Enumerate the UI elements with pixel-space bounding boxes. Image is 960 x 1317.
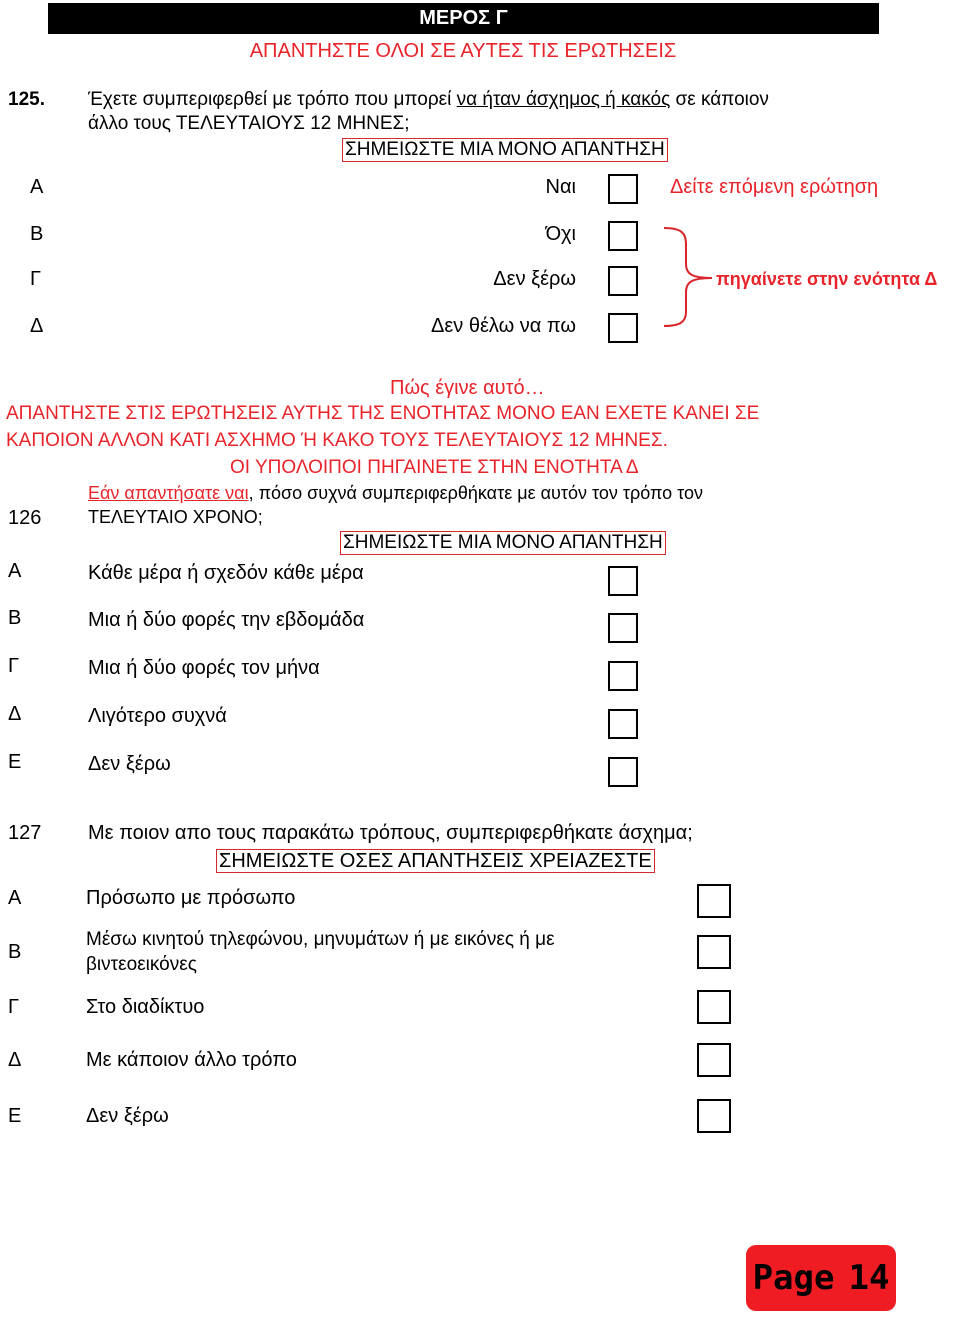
q126-option-label-a: Κάθε μέρα ή σχεδόν κάθε μέρα xyxy=(88,562,364,584)
section-how-line3: ΟΙ ΥΠΟΛΟΙΠΟΙ ΠΗΓΑΙΝΕΤΕ ΣΤΗΝ ΕΝΟΤΗΤΑ Δ xyxy=(230,457,639,478)
q125-text-line1 xyxy=(88,89,769,111)
q127-option-label-b: Μέσω κινητού τηλεφώνου, μηνυμάτων ή με εικόνες ή με xyxy=(86,929,555,950)
q125-option-letter-c: Γ xyxy=(30,268,42,290)
q126-option-letter-d: Δ xyxy=(8,703,22,725)
q127-option-label-d: Με κάποιον άλλο τρόπο xyxy=(86,1049,297,1071)
section-how-line2: ΚΑΠΟΙΟΝ ΑΛΛΟΝ ΚΑΤΙ ΑΣΧΗΜΟ Ή ΚΑΚΟ ΤΟΥΣ ΤΕΛΕΥΤΑΙΟΥΣ 12 ΜΗΝΕΣ. xyxy=(6,430,668,451)
q125-option-letter-b: Β xyxy=(30,223,44,245)
q127-option-label-c: Στο διαδίκτυο xyxy=(86,996,205,1018)
q127-instruction: ΣΗΜΕΙΩΣΤΕ ΟΣΕΣ ΑΠΑΝΤΗΣΕΙΣ ΧΡΕΙΑΖΕΣΤΕ xyxy=(216,849,655,873)
section-how-title: Πώς έγινε αυτό… xyxy=(390,377,545,399)
q126-option-letter-c: Γ xyxy=(8,655,20,677)
q127-checkbox-e[interactable] xyxy=(697,1099,731,1133)
q126-checkbox-d[interactable] xyxy=(608,709,638,739)
q125-text-before: Έχετε συμπεριφερθεί με τρόπο που μπορεί xyxy=(88,89,457,110)
q127-option-letter-a: Α xyxy=(8,887,22,909)
q126-text-line1 xyxy=(88,483,703,504)
q125-text-line2: άλλο τους ΤΕΛΕΥΤΑΙΟΥΣ 12 ΜΗΝΕΣ; xyxy=(88,113,410,134)
part-title-bar xyxy=(48,3,879,34)
q127-option-letter-e: Ε xyxy=(8,1105,22,1127)
q126-checkbox-a[interactable] xyxy=(608,566,638,596)
q126-option-letter-e: Ε xyxy=(8,751,22,773)
q125-option-label-d: Δεν θέλω να πω xyxy=(431,315,576,337)
q127-checkbox-b[interactable] xyxy=(697,935,731,969)
q125-checkbox-c[interactable] xyxy=(608,266,638,296)
section-how-line1: ΑΠΑΝΤΗΣΤΕ ΣΤΙΣ ΕΡΩΤΗΣΕΙΣ ΑΥΤΗΣ ΤΗΣ ΕΝΟΤΗΤΑΣ ΜΟΝΟ ΕΑΝ ΕΧΕΤΕ ΚΑΝΕΙ ΣΕ xyxy=(6,403,760,424)
q127-option-label-a: Πρόσωπο με πρόσωπο xyxy=(86,887,296,909)
q126-condition: Εάν απαντήσατε ναι xyxy=(88,483,249,503)
page-number: 14 xyxy=(848,1258,890,1298)
q126-option-label-d: Λιγότερο συχνά xyxy=(88,705,227,727)
q127-option-letter-b: Β xyxy=(8,941,22,963)
q125-number: 125. xyxy=(8,89,45,110)
q126-option-label-e: Δεν ξέρω xyxy=(88,753,171,775)
q125-option-label-c: Δεν ξέρω xyxy=(493,268,576,290)
page-number-badge xyxy=(746,1245,896,1311)
q125-checkbox-a[interactable] xyxy=(608,174,638,204)
q126-checkbox-b[interactable] xyxy=(608,613,638,643)
q127-checkbox-d[interactable] xyxy=(697,1043,731,1077)
q127-option-label-b-line2: βιντεοεικόνες xyxy=(86,954,197,975)
q125-instruction: ΣΗΜΕΙΩΣΤΕ ΜΙΑ ΜΟΝΟ ΑΠΑΝΤΗΣΗ xyxy=(342,138,668,162)
q125-option-label-a: Ναι xyxy=(545,176,576,198)
q126-text-line2: ΤΕΛΕΥΤΑΙΟ ΧΡΟΝΟ; xyxy=(88,507,263,527)
q127-text: Με ποιον απο τους παρακάτω τρόπους, συμπεριφερθήκατε άσχημα; xyxy=(88,822,693,844)
q125-option-label-b: Όχι xyxy=(545,223,576,245)
q126-option-label-c: Μια ή δύο φορές τον μήνα xyxy=(88,657,320,679)
q125-checkbox-b[interactable] xyxy=(608,221,638,251)
q126-option-letter-a: Α xyxy=(8,560,22,582)
q125-goto-note: πηγαίνετε στην ενότητα Δ xyxy=(716,269,938,289)
q126-checkbox-c[interactable] xyxy=(608,661,638,691)
q126-text-after: , πόσο συχνά συμπεριφερθήκατε με αυτόν τον τρόπο τον xyxy=(248,483,704,503)
q125-next-question-note: Δείτε επόμενη ερώτηση xyxy=(670,176,879,198)
q126-checkbox-e[interactable] xyxy=(608,757,638,787)
page-word: Page xyxy=(752,1258,835,1298)
part-title: ΜΕΡΟΣ Γ xyxy=(419,7,508,29)
q127-option-letter-c: Γ xyxy=(8,996,20,1018)
q127-option-label-e: Δεν ξέρω xyxy=(86,1105,169,1127)
q125-option-letter-a: Α xyxy=(30,176,44,198)
q127-number: 127 xyxy=(8,822,42,844)
q126-instruction: ΣΗΜΕΙΩΣΤΕ ΜΙΑ ΜΟΝΟ ΑΠΑΝΤΗΣΗ xyxy=(340,531,666,555)
all-answer-instruction: ΑΠΑΝΤΗΣΤΕ ΟΛΟΙ ΣΕ ΑΥΤΕΣ ΤΙΣ ΕΡΩΤΗΣΕΙΣ xyxy=(249,40,677,62)
q126-option-letter-b: Β xyxy=(8,607,22,629)
curly-brace-icon xyxy=(660,224,716,328)
q126-option-label-b: Μια ή δύο φορές την εβδομάδα xyxy=(88,609,365,631)
q127-checkbox-a[interactable] xyxy=(697,884,731,918)
q127-checkbox-c[interactable] xyxy=(697,990,731,1024)
q126-number: 126 xyxy=(8,507,42,529)
q125-text-after: σε κάποιον xyxy=(670,89,769,110)
q125-checkbox-d[interactable] xyxy=(608,313,638,343)
q127-option-letter-d: Δ xyxy=(8,1049,22,1071)
q125-option-letter-d: Δ xyxy=(30,315,44,337)
q125-text-underlined: να ήταν άσχημος ή κακός xyxy=(456,89,671,110)
